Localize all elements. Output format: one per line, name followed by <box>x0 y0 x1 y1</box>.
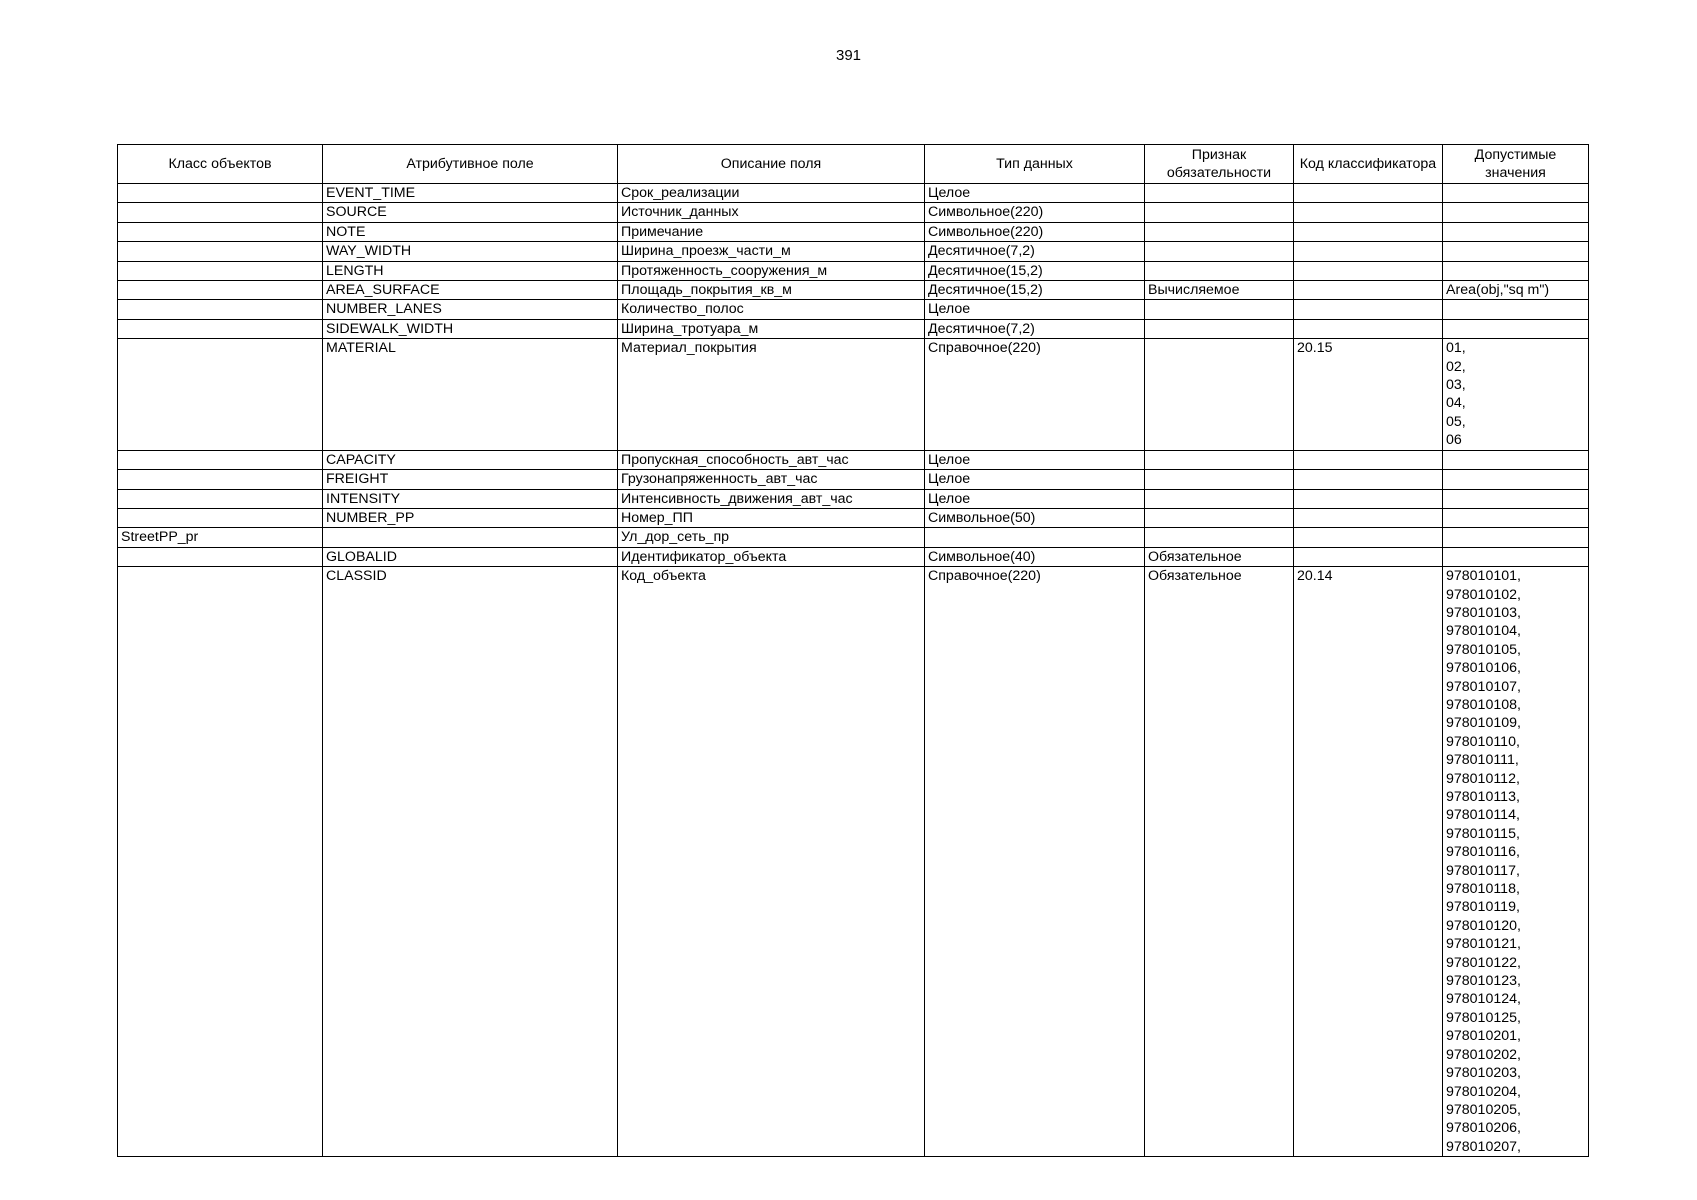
cell-field: LENGTH <box>323 261 618 280</box>
cell-allowed <box>1443 567 1589 1157</box>
allowed-value: 978010113, <box>1446 789 1520 805</box>
cell-type <box>925 528 1145 547</box>
attribute-table <box>117 144 1589 1157</box>
table-row <box>118 261 1589 280</box>
table-row <box>118 319 1589 338</box>
cell-required <box>1145 242 1294 261</box>
allowed-value: 978010121, <box>1446 936 1521 953</box>
cell-classifier <box>1294 319 1443 338</box>
header-description: Описание поля <box>618 145 925 184</box>
cell-type: Целое <box>925 450 1145 469</box>
allowed-value: 978010106, <box>1446 660 1521 677</box>
cell-required <box>1145 339 1294 450</box>
allowed-value: 978010115, <box>1446 825 1520 842</box>
allowed-value: 01, <box>1446 340 1466 357</box>
header-classifier: Код классификатора <box>1294 145 1443 184</box>
table-row <box>118 508 1589 527</box>
cell-field: GLOBALID <box>323 547 618 566</box>
cell-classifier <box>1294 261 1443 280</box>
allowed-value: 978010116, <box>1446 844 1520 861</box>
cell-required <box>1145 508 1294 527</box>
cell-type: Десятичное(7,2) <box>925 319 1145 338</box>
header-row <box>118 145 1589 184</box>
table-row <box>118 281 1589 300</box>
cell-type: Целое <box>925 489 1145 508</box>
cell-class <box>118 261 323 280</box>
cell-allowed <box>1443 508 1589 527</box>
allowed-value: 04, <box>1446 395 1466 412</box>
cell-class <box>118 470 323 489</box>
cell-description: Грузонапряженность_авт_час <box>618 470 925 489</box>
allowed-value: 978010122, <box>1446 954 1521 971</box>
header-class: Класс объектов <box>118 145 323 184</box>
cell-field: SOURCE <box>323 203 618 222</box>
cell-allowed <box>1443 281 1589 300</box>
table-row <box>118 547 1589 566</box>
cell-type: Символьное(50) <box>925 508 1145 527</box>
cell-class <box>118 547 323 566</box>
allowed-value: 978010102, <box>1446 586 1521 603</box>
cell-allowed <box>1443 489 1589 508</box>
cell-field: SIDEWALK_WIDTH <box>323 319 618 338</box>
cell-description: Источник_данных <box>618 203 925 222</box>
table-row <box>118 184 1589 203</box>
table-row <box>118 489 1589 508</box>
cell-class <box>118 489 323 508</box>
cell-required <box>1145 528 1294 547</box>
cell-classifier: 20.14 <box>1294 567 1443 1157</box>
allowed-value: 978010101, <box>1446 568 1521 585</box>
cell-description: Количество_полос <box>618 300 925 319</box>
cell-class <box>118 339 323 450</box>
cell-allowed <box>1443 319 1589 338</box>
allowed-value: 978010202, <box>1446 1046 1521 1063</box>
allowed-value: 05, <box>1446 413 1466 430</box>
cell-field: WAY_WIDTH <box>323 242 618 261</box>
cell-description: Ширина_проезж_части_м <box>618 242 925 261</box>
allowed-value: 978010120, <box>1446 917 1521 934</box>
cell-field: CLASSID <box>323 567 618 1157</box>
cell-type: Десятичное(15,2) <box>925 281 1145 300</box>
cell-field: NUMBER_PP <box>323 508 618 527</box>
allowed-value: 978010112, <box>1446 770 1520 787</box>
cell-allowed <box>1443 184 1589 203</box>
cell-class <box>118 450 323 469</box>
cell-class: StreetPP_pr <box>118 528 323 547</box>
allowed-value: 03, <box>1446 377 1466 394</box>
allowed-value: 978010125, <box>1446 1009 1521 1026</box>
allowed-value: 978010110, <box>1446 733 1520 750</box>
cell-allowed <box>1443 470 1589 489</box>
cell-field: CAPACITY <box>323 450 618 469</box>
allowed-value: 978010119, <box>1446 899 1520 916</box>
cell-field: INTENSITY <box>323 489 618 508</box>
allowed-value: 978010123, <box>1446 973 1521 990</box>
cell-classifier: 20.15 <box>1294 339 1443 450</box>
cell-class <box>118 567 323 1157</box>
cell-classifier <box>1294 508 1443 527</box>
cell-classifier <box>1294 489 1443 508</box>
cell-description: Примечание <box>618 222 925 241</box>
allowed-value: 978010104, <box>1446 623 1521 640</box>
header-type: Тип данных <box>925 145 1145 184</box>
cell-classifier <box>1294 281 1443 300</box>
allowed-value: 978010207, <box>1446 1138 1521 1155</box>
allowed-value: 978010201, <box>1446 1028 1521 1045</box>
allowed-value: 978010206, <box>1446 1120 1521 1137</box>
allowed-value: 978010103, <box>1446 604 1521 621</box>
cell-required <box>1145 300 1294 319</box>
table-row <box>118 470 1589 489</box>
cell-allowed <box>1443 261 1589 280</box>
cell-description: Номер_ПП <box>618 508 925 527</box>
cell-field <box>323 528 618 547</box>
cell-required: Обязательное <box>1145 547 1294 566</box>
allowed-value: 978010109, <box>1446 715 1521 732</box>
cell-allowed <box>1443 222 1589 241</box>
cell-classifier <box>1294 184 1443 203</box>
allowed-value: 978010118, <box>1446 881 1520 898</box>
cell-type: Целое <box>925 300 1145 319</box>
allowed-value: Area(obj,"sq m") <box>1446 282 1550 299</box>
header-required: Признак обязательности <box>1145 145 1294 184</box>
cell-description: Идентификатор_объекта <box>618 547 925 566</box>
cell-allowed <box>1443 300 1589 319</box>
header-field: Атрибутивное поле <box>323 145 618 184</box>
cell-type: Символьное(220) <box>925 203 1145 222</box>
table-row <box>118 339 1589 450</box>
cell-classifier <box>1294 203 1443 222</box>
allowed-value: 978010107, <box>1446 678 1521 695</box>
cell-allowed <box>1443 450 1589 469</box>
cell-type: Символьное(220) <box>925 222 1145 241</box>
table-row <box>118 450 1589 469</box>
allowed-value: 978010205, <box>1446 1101 1521 1118</box>
cell-classifier <box>1294 242 1443 261</box>
cell-allowed <box>1443 339 1589 450</box>
cell-required <box>1145 203 1294 222</box>
cell-type: Справочное(220) <box>925 567 1145 1157</box>
cell-classifier <box>1294 450 1443 469</box>
cell-classifier <box>1294 470 1443 489</box>
allowed-value: 978010114, <box>1446 807 1520 824</box>
cell-required <box>1145 450 1294 469</box>
cell-description: Код_объекта <box>618 567 925 1157</box>
cell-type: Десятичное(7,2) <box>925 242 1145 261</box>
cell-class <box>118 242 323 261</box>
cell-class <box>118 222 323 241</box>
table-row <box>118 567 1589 1157</box>
allowed-value: 978010203, <box>1446 1065 1521 1082</box>
allowed-value: 978010105, <box>1446 641 1521 658</box>
allowed-value: 06 <box>1446 432 1462 449</box>
cell-type: Десятичное(15,2) <box>925 261 1145 280</box>
table-body <box>118 184 1589 1157</box>
cell-field: NUMBER_LANES <box>323 300 618 319</box>
cell-field: FREIGHT <box>323 470 618 489</box>
cell-class <box>118 319 323 338</box>
cell-type: Справочное(220) <box>925 339 1145 450</box>
cell-required <box>1145 489 1294 508</box>
cell-required <box>1145 470 1294 489</box>
table-row <box>118 242 1589 261</box>
cell-class <box>118 281 323 300</box>
cell-field: MATERIAL <box>323 339 618 450</box>
cell-classifier <box>1294 300 1443 319</box>
cell-classifier <box>1294 222 1443 241</box>
cell-allowed <box>1443 242 1589 261</box>
cell-required: Обязательное <box>1145 567 1294 1157</box>
allowed-value: 978010204, <box>1446 1083 1521 1100</box>
cell-required: Вычисляемое <box>1145 281 1294 300</box>
cell-required <box>1145 319 1294 338</box>
cell-description: Ул_дор_сеть_пр <box>618 528 925 547</box>
cell-allowed <box>1443 203 1589 222</box>
cell-allowed <box>1443 528 1589 547</box>
cell-classifier <box>1294 528 1443 547</box>
cell-description: Срок_реализации <box>618 184 925 203</box>
cell-required <box>1145 222 1294 241</box>
table-row <box>118 222 1589 241</box>
header-allowed: Допустимые значения <box>1443 145 1589 184</box>
cell-class <box>118 184 323 203</box>
cell-description: Протяженность_сооружения_м <box>618 261 925 280</box>
cell-field: EVENT_TIME <box>323 184 618 203</box>
cell-type: Целое <box>925 470 1145 489</box>
cell-description: Площадь_покрытия_кв_м <box>618 281 925 300</box>
table-row <box>118 528 1589 547</box>
page-number: 391 <box>835 47 862 64</box>
cell-field: AREA_SURFACE <box>323 281 618 300</box>
cell-description: Материал_покрытия <box>618 339 925 450</box>
allowed-value: 978010108, <box>1446 696 1521 713</box>
allowed-value: 02, <box>1446 358 1466 375</box>
allowed-value: 978010111, <box>1446 752 1519 769</box>
cell-type: Целое <box>925 184 1145 203</box>
cell-class <box>118 203 323 222</box>
allowed-value: 978010117, <box>1446 862 1520 879</box>
cell-description: Ширина_тротуара_м <box>618 319 925 338</box>
table-row <box>118 203 1589 222</box>
table-row <box>118 300 1589 319</box>
cell-allowed <box>1443 547 1589 566</box>
allowed-value: 978010124, <box>1446 991 1521 1008</box>
cell-type: Символьное(40) <box>925 547 1145 566</box>
cell-required <box>1145 261 1294 280</box>
cell-field: NOTE <box>323 222 618 241</box>
cell-classifier <box>1294 547 1443 566</box>
cell-class <box>118 508 323 527</box>
cell-class <box>118 300 323 319</box>
cell-description: Интенсивность_движения_авт_час <box>618 489 925 508</box>
cell-required <box>1145 184 1294 203</box>
cell-description: Пропускная_способность_авт_час <box>618 450 925 469</box>
